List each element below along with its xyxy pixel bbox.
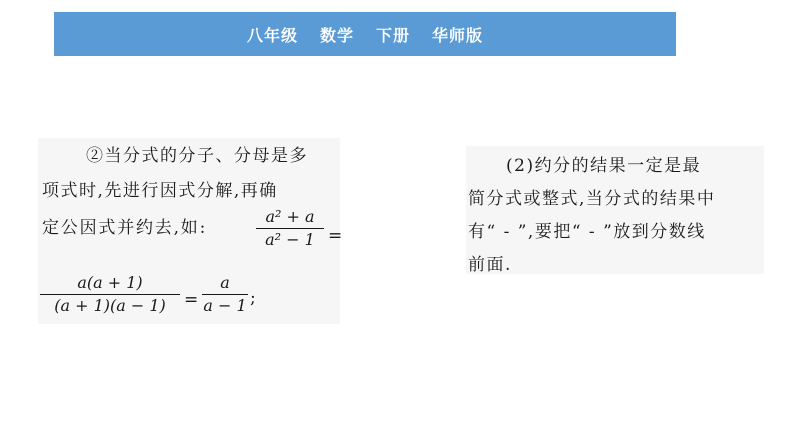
- fraction-denominator: (a + 1)(a − 1): [54, 296, 166, 315]
- right-note-card: [466, 146, 764, 274]
- example-fraction-factored: [40, 274, 180, 315]
- left-note-line-2: 项式时,先进行因式分解,再确: [42, 181, 278, 201]
- example-fraction-original: [256, 208, 324, 249]
- fraction-denominator: a² − 1: [265, 230, 315, 249]
- semicolon: ;: [250, 288, 256, 308]
- left-note-card: [38, 138, 343, 324]
- equals-sign: =: [328, 226, 343, 246]
- fraction-bar: [256, 228, 324, 229]
- example-fraction-result: [202, 274, 248, 315]
- right-note-line-2: 简分式或整式,当分式的结果中: [468, 189, 716, 209]
- publisher-label: 华师版: [432, 25, 484, 45]
- grade-label: 八年级: [246, 25, 298, 45]
- fraction-bar: [40, 294, 180, 295]
- right-note-line-1: (2)约分的结果一定是最: [506, 156, 702, 176]
- right-note-line-4: 前面.: [468, 255, 512, 275]
- right-note-line-3: 有“ - ”,要把“ - ”放到分数线: [468, 222, 706, 242]
- equals-sign: =: [184, 290, 199, 310]
- subject-label: 数学: [319, 25, 354, 45]
- left-note-line-1: ②当分式的分子、分母是多: [86, 146, 308, 166]
- fraction-numerator: a(a + 1): [77, 273, 143, 292]
- fraction-denominator: a − 1: [203, 296, 247, 315]
- header-banner: [54, 12, 676, 56]
- volume-label: 下册: [376, 25, 411, 45]
- left-note-line-3: 定公因式并约去,如:: [42, 218, 208, 238]
- fraction-numerator: a² + a: [265, 207, 315, 226]
- fraction-bar: [202, 294, 248, 295]
- fraction-numerator: a: [220, 273, 230, 292]
